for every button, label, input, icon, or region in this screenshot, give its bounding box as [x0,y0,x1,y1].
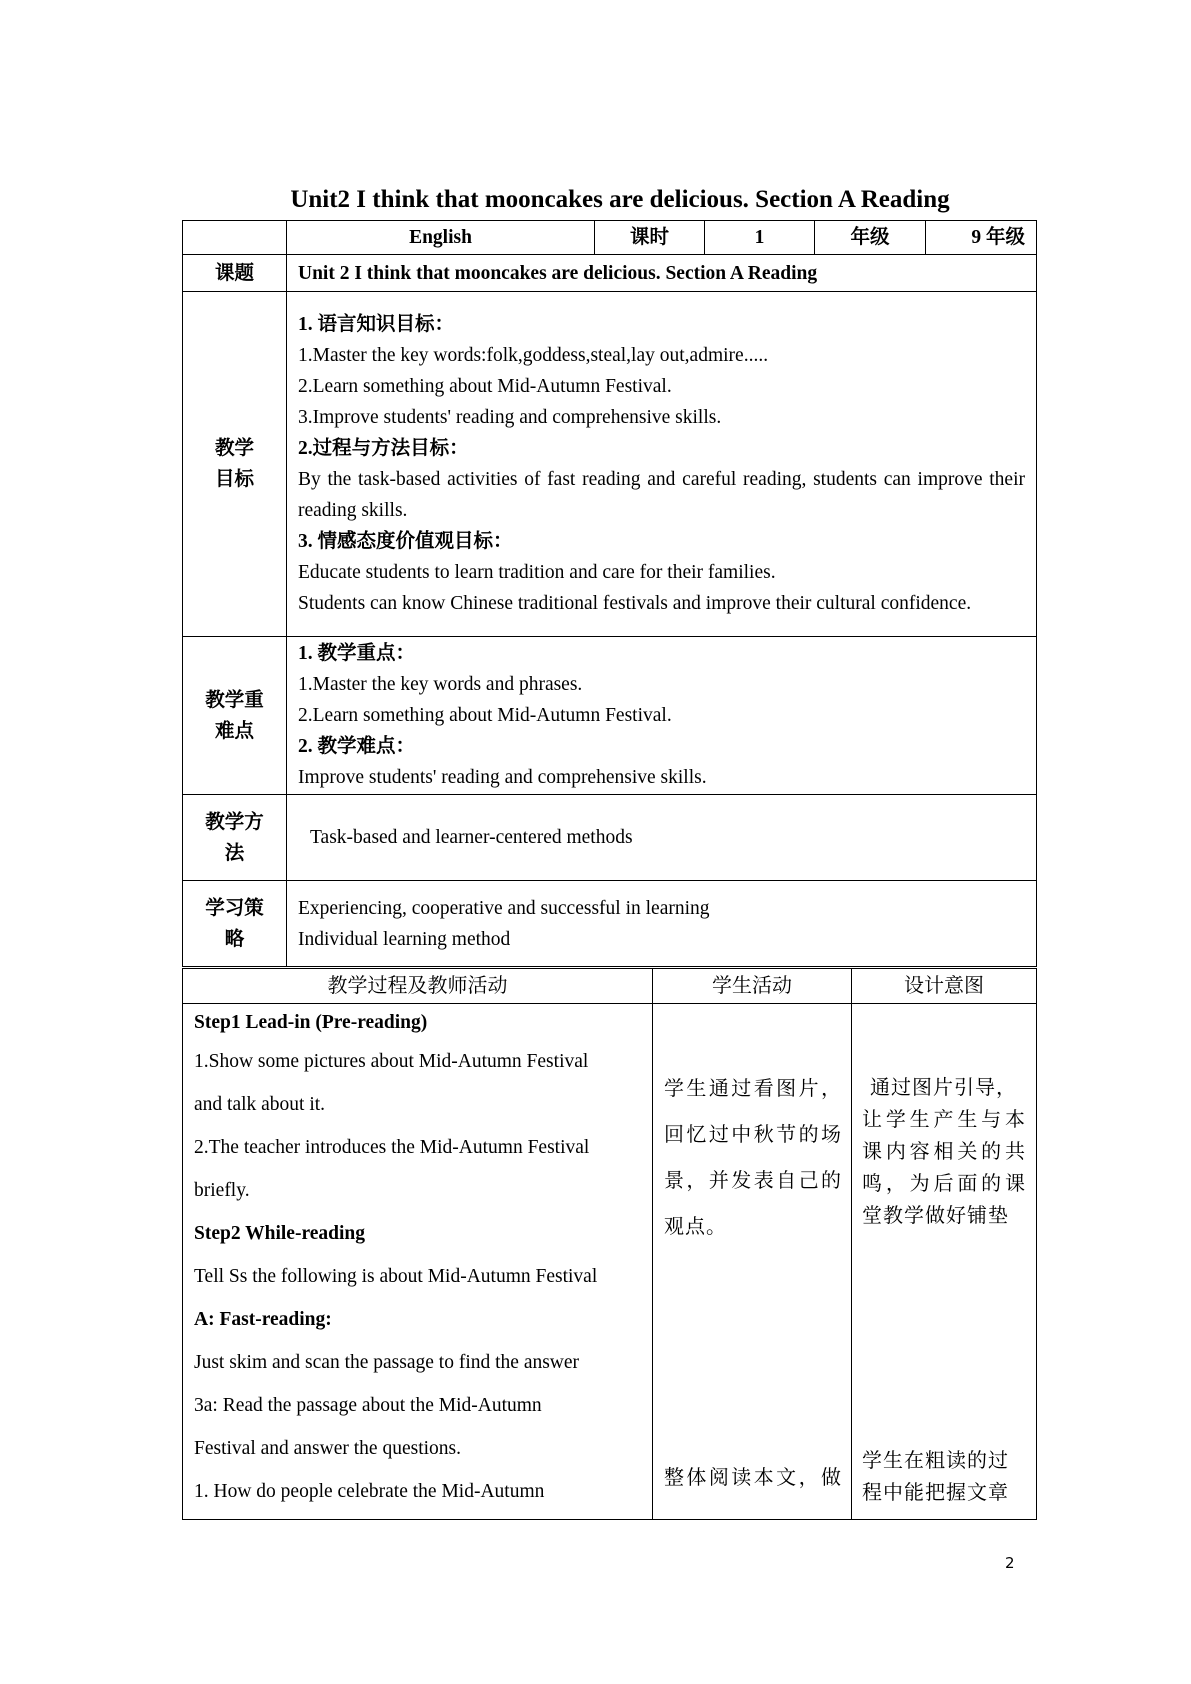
strategy-label [183,881,287,967]
objectives-label-line2: 目标 [214,469,254,490]
objective-paragraph: Students can know Chinese traditional festivals and improve their cultural confidence. [298,593,972,614]
process-column-header: 教学过程及教师活动 [183,969,653,1004]
teacher-activities-cell [183,1004,653,1520]
topic-value: Unit 2 I think that mooncakes are delicious. Section A Reading [287,255,1037,292]
strategy-row [183,881,1037,967]
process-line: Festival and answer the questions. [194,1438,461,1459]
key-points-heading-1: 1. 教学重点： [298,643,416,664]
objective-line: 1.Master the key words:folk,goddess,steal,lay out,admire..... [298,345,769,366]
periods-value: 1 [705,221,815,255]
student-activity-line: 景，并发表自己的 [664,1170,842,1192]
design-intent-cell [852,1004,1037,1520]
objectives-label [183,292,287,637]
key-points-heading-2: 2. 教学难点： [298,736,416,757]
methods-value: Task-based and learner-centered methods [287,795,1037,881]
topic-row [183,255,1037,292]
student-activity-line: 整体阅读本文，做 [664,1467,842,1489]
process-line: Just skim and scan the passage to find the answer [194,1352,580,1373]
student-activity-line: 回忆过中秋节的场 [664,1124,842,1146]
topic-label: 课题 [183,255,287,292]
objectives-content [287,292,1037,637]
objectives-row [183,292,1037,637]
student-column-header: 学生活动 [653,969,852,1004]
process-line: briefly. [194,1180,250,1201]
teaching-process-table [182,968,1037,1520]
design-intent-line: 课内容相关的共 [862,1141,1026,1163]
design-intent-line: 鸣，为后面的课 [862,1173,1026,1195]
methods-label-line1: 教学方 [205,811,264,833]
design-intent-line: 堂教学做好铺垫 [862,1205,1009,1227]
process-line: Tell Ss the following is about Mid-Autumn Festival [194,1266,598,1287]
grade-label: 年级 [815,221,926,255]
lesson-info-table [182,220,1037,967]
page-number: 2 [1005,1554,1015,1572]
step-heading: A: Fast-reading: [194,1309,332,1330]
process-line: 3a: Read the passage about the Mid-Autumn [194,1395,542,1416]
design-intent-line: 通过图片引导， [870,1077,1017,1099]
design-intent-line: 让学生产生与本 [862,1109,1026,1131]
document-title: Unit2 I think that mooncakes are delicious. Section A Reading [290,186,950,213]
student-activity-block [664,1066,842,1250]
key-points-label-line2: 难点 [214,720,254,742]
design-column-header: 设计意图 [852,969,1037,1004]
key-points-label [183,637,287,795]
objective-line: 2.Learn something about Mid-Autumn Festival. [298,376,672,397]
key-points-row [183,637,1037,795]
process-content-row [183,1004,1037,1520]
objective-heading-1: 1. 语言知识目标： [298,314,455,335]
key-point-line: 2.Learn something about Mid-Autumn Festival. [298,705,672,726]
objective-paragraph: By the task-based activities of fast reading and careful reading, students can improve their reading skills. [298,469,1025,521]
process-line: 2.The teacher introduces the Mid-Autumn Festival [194,1137,590,1158]
design-intent-block [862,1072,1026,1232]
design-intent-line: 学生在粗读的过 [862,1450,1009,1472]
design-intent-line: 程中能把握文章 [862,1482,1009,1504]
objective-line: 3.Improve students' reading and comprehensive skills. [298,407,722,428]
student-activities-cell [653,1004,852,1520]
process-line: 1.Show some pictures about Mid-Autumn Festival [194,1051,589,1072]
step-heading: Step1 Lead-in (Pre-reading) [194,1012,428,1033]
grade-value: 9 年级 [926,221,1037,255]
key-point-line: Improve students' reading and comprehensive skills. [298,767,707,788]
process-header-row [183,969,1037,1004]
strategy-label-line1: 学习策 [205,897,264,919]
objectives-label-line1: 教学 [214,438,254,459]
strategy-line: Experiencing, cooperative and successful in learning [298,897,710,919]
empty-cell [183,221,287,255]
subject-cell: English [287,221,595,255]
objective-heading-2: 2.过程与方法目标： [298,438,469,459]
strategy-content [287,881,1037,967]
objective-heading-3: 3. 情感态度价值观目标： [298,531,513,552]
step-heading: Step2 While-reading [194,1223,366,1244]
process-line: 1. How do people celebrate the Mid-Autumn [194,1481,545,1502]
key-points-label-line1: 教学重 [205,689,264,711]
strategy-line: Individual learning method [298,928,511,950]
methods-label [183,795,287,881]
strategy-label-line2: 略 [224,928,245,950]
student-activity-line: 观点。 [664,1216,727,1238]
process-line: and talk about it. [194,1094,326,1115]
objective-line: Educate students to learn tradition and care for their families. [298,562,776,583]
student-activity-block [664,1455,842,1501]
key-point-line: 1.Master the key words and phrases. [298,674,583,695]
key-points-content [287,637,1037,795]
student-activity-line: 学生通过看图片， [664,1078,842,1100]
header-row [183,221,1037,255]
methods-label-line2: 法 [224,842,245,864]
design-intent-block [862,1445,1026,1509]
periods-label: 课时 [595,221,705,255]
methods-row [183,795,1037,881]
